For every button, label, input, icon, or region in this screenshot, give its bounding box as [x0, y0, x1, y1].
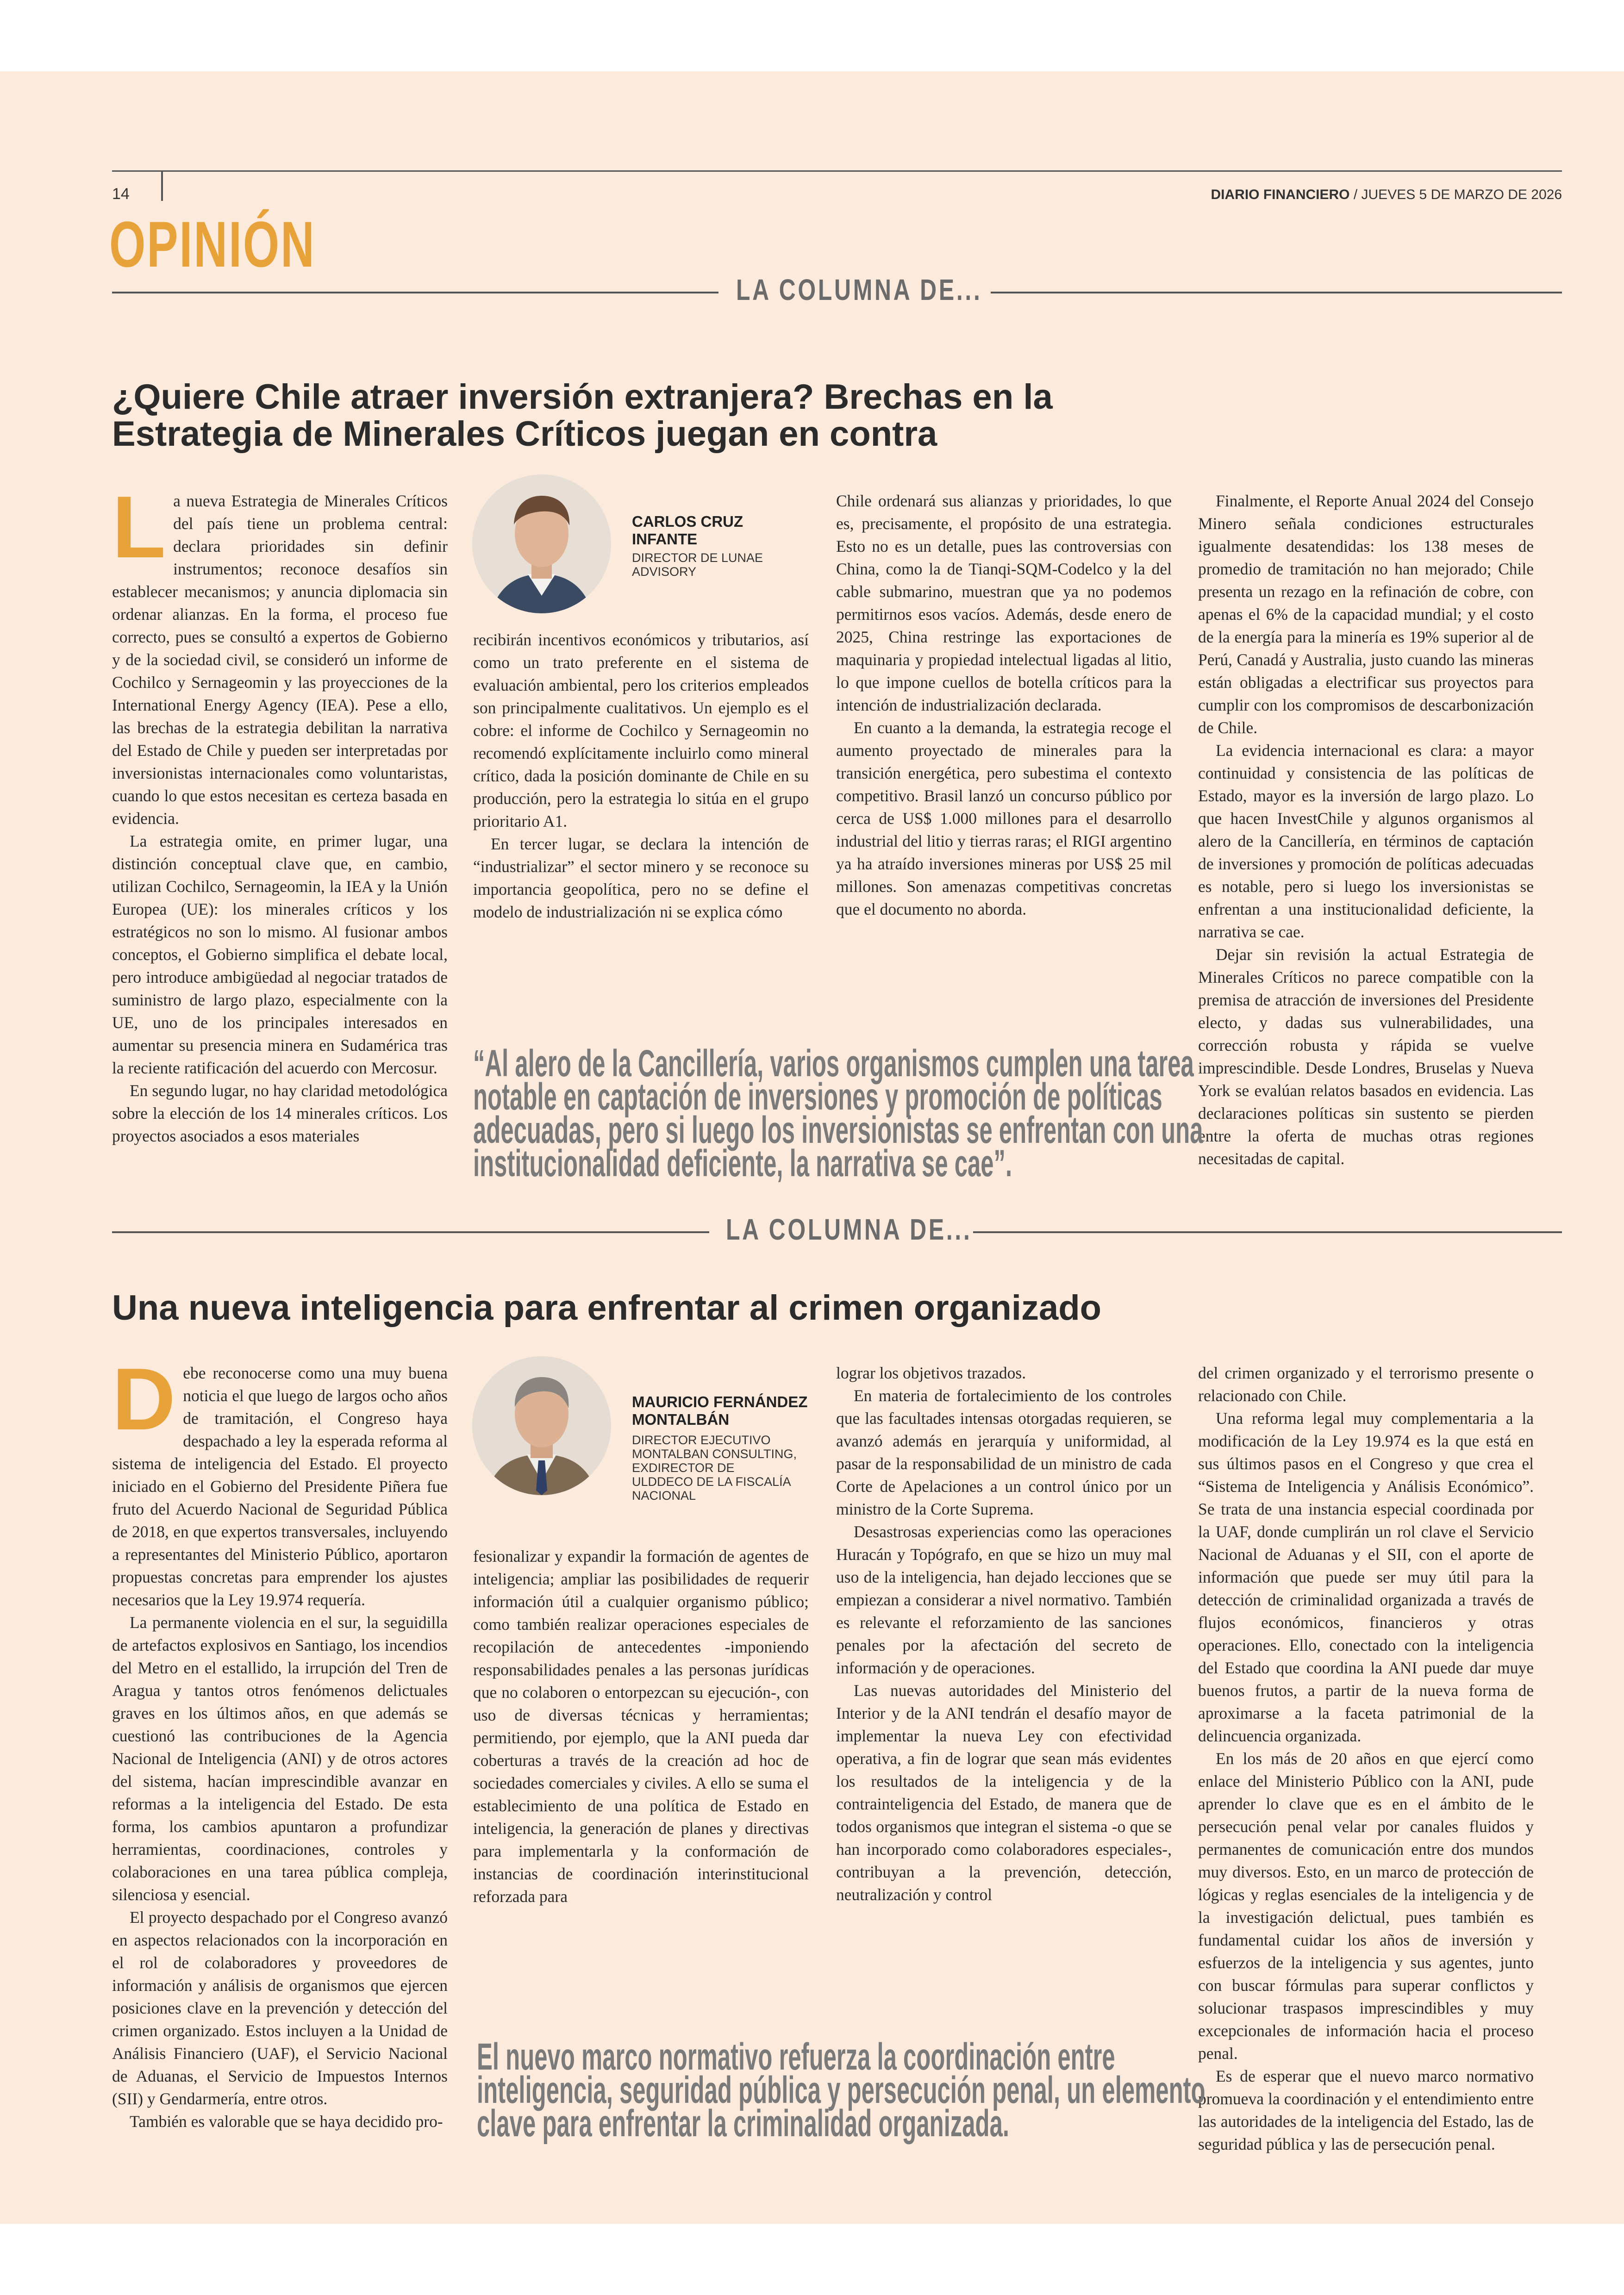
article1-paragraph: En tercer lugar, se declara la intención de “industrializar” el sector minero y se reconoce su importancia geopolítica, pero no se define el modelo de industrialización ni se explica cómo — [473, 835, 809, 921]
article2-paragraph: En los más de 20 años en que ejercí como enlace del Ministerio Público con la ANI, pude aprender lo clave que es en el ámbito de le persecución penal velar por canales fluidos y permanentes de comunicación entre dos mundos muy diversos. Esto, en un marco de protección de lógicas y reglas esenciales de la inteligencia y de la investigación delictual, pues también es fundamental cuidar los años de inversión y esfuerzos de la inteligencia y sus agentes, junto con buscar fórmulas para superar conflictos y solucionar traspasos imprescindibles y muy excepcionales de información hacia el proceso penal. — [1198, 1749, 1534, 2063]
author-portrait — [472, 474, 611, 613]
article1-column-2 — [473, 629, 809, 925]
kicker-rule-left — [112, 292, 718, 293]
section-title: OPINIÓN — [109, 208, 316, 281]
article2-paragraph: Una reforma legal muy complementaria a la modificación de la Ley 19.974 es la que está en sus últimos pasos en el Congreso y que crea el “Sistema de Inteligencia y Análisis Económico”. Se trata de una instancia especial coordinada por la UAF, donde cumplirán un rol clave el Servicio Nacional de Aduanas y el SII, con el aporte de información que puede ser muy útil para la detección de criminalidad organizada a través de flujos económicos, financieros y otras operaciones. Ello, conectado con la inteligencia del Estado que coordina la ANI puede dar muye buenos frutos, a partir de la nueva forma de aproximarse a la faceta patrimonial de la delincuencia organizada. — [1198, 1409, 1534, 1745]
article2-paragraph: La permanente violencia en el sur, la seguidilla de artefactos explosivos en Santiago, los incendios del Metro en el estallido, la irrupción del Tren de Aragua y tantos otros fenómenos delictuales graves en los últimos años, en que además se cuestionó las contribuciones de la Agencia Nacional de Inteligencia (ANI) y de otros actores del sistema, hacían imprescindible avanzar en reformas a la inteligencia del Estado. De esta forma, los cambios apuntaron a profundizar herramientas, coordinaciones, controles y colaboraciones en una tarea pública compleja, silenciosa y esencial. — [112, 1613, 448, 1904]
article1-headline-line1: ¿Quiere Chile atraer inversión extranjera? Brechas en la — [112, 377, 1053, 417]
article1-pull-quote: “Al alero de la Cancillería, varios organismos cumplen una tarea notable en captación de inversiones y promoción de políticas adecuadas, pero si luego los inversionistas se enfrentan con una institucionalidad deficiente, la narrativa se cae”. — [473, 1042, 1203, 1185]
issue-date: / JUEVES 5 DE MARZO DE 2026 — [1349, 187, 1562, 202]
article2-paragraph: del crimen organizado y el terrorismo presente o relacionado con Chile. — [1198, 1364, 1534, 1405]
article1-column-1 — [112, 478, 448, 1184]
article2-column-1 — [112, 1350, 448, 2149]
article1-paragraph: En cuanto a la demanda, la estrategia recoge el aumento proyectado de minerales para la transición energética, pero subestima el contexto competitivo. Brasil lanzó un concurso público por cerca de US$ 1.000 millones para el desarrollo industrial del litio y tierras raras; el RIGI argentino ya ha atraído inversiones mineras por US$ 25 mil millones. Son amenazas competitivas concretas que el documento no aborda. — [836, 718, 1172, 918]
masthead — [1211, 187, 1562, 203]
article2-paragraph: Debe reconocerse como una muy buena noticia el que luego de largos ocho años de tramitación, el Congreso haya despachado a ley la esperada reforma al sistema de inteligencia del Estado. El proyecto iniciado en el Gobierno del Presidente Piñera fue fruto del Acuerdo Nacional de Seguridad Pública de 2018, en que expertos transversales, incluyendo a representantes del Ministerio Público, aportaron propuestas concretas para emprender los ajustes necesarios que la Ley 19.974 requería. — [112, 1350, 448, 1609]
article1-kicker: LA COLUMNA DE... — [736, 273, 982, 306]
article1-column-3 — [836, 490, 1172, 934]
article1-headline — [112, 379, 1053, 453]
header-rule — [112, 170, 1562, 172]
author-name-article1: CARLOS CRUZ INFANTE — [632, 513, 743, 548]
article1-paragraph: Dejar sin revisión la actual Estrategia de Minerales Críticos no parece compatible con la premisa de atracción de inversiones del Presidente electo, y dadas sus vulnerabilidades, una corrección robusta y rápida se vuelve imprescindible. Desde Londres, Bruselas y Nueva York se evalúan relatos basados en evidencia. Las declaraciones políticas sin sustento se pierden entre la oferta de muchas otras regiones necesitadas de capital. — [1198, 945, 1534, 1168]
article2-column-2 — [473, 1545, 809, 1906]
article2-paragraph: Es de esperar que el nuevo marco normativo promueva la coordinación y el entendimiento entre las autoridades de la inteligencia del Estado, las de seguridad pública y las de persecución penal. — [1198, 2067, 1534, 2153]
article1-column-4 — [1198, 490, 1534, 1184]
article2-paragraph: Desastrosas experiencias como las operaciones Huracán y Topógrafo, en que se hizo un muy mal uso de la inteligencia, han dejado lecciones que se empiezan a considerar a nivel normativo. También es relevante el reforzamiento de las sanciones penales por la afectación del secreto de información y de operaciones. — [836, 1522, 1172, 1677]
page-number-divider — [161, 170, 163, 201]
article2-paragraph: En materia de fortalecimiento de los controles que las facultades intensas otorgadas requieren, se avanzó además en jerarquía y uniformidad, al pasar de la responsabilidad de un ministro de cada Corte de Apelaciones a un control único por un ministro de la Corte Suprema. — [836, 1386, 1172, 1518]
article2-column-4 — [1198, 1362, 1534, 2153]
article1-paragraph: La estrategia omite, en primer lugar, una distinción conceptual clave que, en cambio, utilizan Cochilco, Sernageomin, la IEA y la Unión Europea (UE): los minerales críticos y los estratégicos no son lo mismo. Al fusionar ambos conceptos, el Gobierno simplifica el debate local, pero introduce ambigüedad al negociar tratados de suministro de largo plazo, especialmente con la UE, uno de los principales interesados en aumentar su presencia minera en Sudamérica tras la reciente ratificación del acuerdo con Mercosur. — [112, 832, 448, 1077]
kicker-rule-right — [991, 292, 1562, 293]
article2-pull-quote: El nuevo marco normativo refuerza la coordinación entre inteligencia, seguridad pública y persecución penal, un elemento clave para enfrentar la criminalidad organizada. — [477, 2036, 1206, 2145]
article2-headline: Una nueva inteligencia para enfrentar al crimen organizado — [112, 1288, 1102, 1328]
author-portrait — [472, 1356, 611, 1495]
article2-column-3 — [836, 1362, 1172, 1917]
article2-kicker: LA COLUMNA DE... — [726, 1213, 972, 1246]
article1-paragraph: Finalmente, el Reporte Anual 2024 del Consejo Minero señala condiciones estructurales igualmente desatendidas: los 138 meses de promedio de tramitación no han mejorado; Chile presenta un rezago en la refinación de cobre, con apenas el 6% de la capacidad mundial; y el costo de la energía para la minería es 19% superior al de Perú, Canadá y Australia, justo cuando las mineras están obligadas a electrificar sus proyectos para cumplir con los compromisos de descarbonización de Chile. — [1198, 492, 1534, 737]
article1-paragraph: recibirán incentivos económicos y tributarios, así como un trato preferente en el sistema de evaluación ambiental, pero los criterios empleados son principalmente cualitativos. Un ejemplo es el cobre: el informe de Cochilco y Sernageomin no recomendó explícitamente incluirlo como mineral crítico, dada la posición dominante de Chile en su producción, pero la estrategia lo sitúa en el grupo prioritario A1. — [473, 630, 809, 830]
author-name-article2: MAURICIO FERNÁNDEZ MONTALBÁN — [632, 1393, 808, 1428]
kicker-rule-left-2 — [112, 1231, 709, 1233]
article2-paragraph: fesionalizar y expandir la formación de agentes de inteligencia; ampliar las posibilidades de requerir información útil a cualquier organismo público; como también realizar operaciones especiales de recopilación de antecedentes -imponiendo responsabilidades penales a las personas jurídicas que no colaboren o entorpezcan su ejecución-, con uso de diversas técnicas y herramientas; permitiendo, por ejemplo, que la ANI pueda dar coberturas a través de la creación ad hoc de sociedades comerciales y civiles. A ello se suma el establecimiento de una política de Estado en inteligencia, la generación de planes y directivas para implementarla y la conformación de instancias de coordinación interinstitucional reforzada para — [473, 1547, 809, 1906]
author-photo-carlos-cruz — [472, 474, 611, 613]
publication-name: DIARIO FINANCIERO — [1211, 187, 1350, 202]
article1-paragraph: La evidencia internacional es clara: a mayor continuidad y consistencia de las políticas de Estado, mayor es la inversión de largo plazo. Lo que hacen InvestChile y algunos organismos al alero de la Cancillería, en términos de captación de inversiones y promoción de políticas adecuadas es notable, pero si luego los inversionistas se enfrentan a una institucionalidad deficiente, la narrativa se cae. — [1198, 741, 1534, 941]
author-role-article1: DIRECTOR DE LUNAE ADVISORY — [632, 551, 763, 579]
kicker-rule-right-2 — [973, 1231, 1562, 1233]
drop-cap: D — [112, 1350, 176, 1448]
article1-paragraph: La nueva Estrategia de Minerales Críticos del país tiene un problema central: declara prioridades sin definir instrumentos; reconoce desafíos sin establecer mecanismos; y anuncia diplomacia sin ordenar alianzas. En la forma, el proceso fue correcto, pues se consultó a expertos de Gobierno y de la sociedad civil, se consideró un informe de Cochilco y Sernageomin y las proyecciones de la International Energy Agency (IEA). Pese a ello, las brechas de la estrategia debilitan la narrativa del Estado de Chile y pueden ser interpretadas por inversionistas internacionales como voluntaristas, cuando lo que estos necesitan es certeza basada en evidencia. — [112, 478, 448, 828]
page-number: 14 — [112, 185, 130, 203]
article2-paragraph: También es valorable que se haya decidido pro- — [130, 2112, 443, 2131]
article1-paragraph: Chile ordenará sus alianzas y prioridades, lo que es, precisamente, el propósito de una estrategia. Esto no es un detalle, pues las controversias con China, como la de Tianqi-SQM-Codelco y la del cable submarino, muestran que ya no podemos permitirnos esos vacíos. Además, desde enero de 2025, China restringe las exportaciones de maquinaria y propiedad intelectual ligadas al litio, lo que impone cuellos de botella críticos para la intención de industrialización declarada. — [836, 492, 1172, 714]
drop-cap: L — [112, 478, 166, 576]
bottom-margin — [0, 2224, 1624, 2295]
author-role-article2: DIRECTOR EJECUTIVO MONTALBAN CONSULTING, EXDIRECTOR DE ULDDECO DE LA FISCALÍA NACIONAL — [632, 1433, 797, 1503]
article1-paragraph: En segundo lugar, no hay claridad metodológica sobre la elección de los 14 minerales críticos. Los proyectos asociados a esos materiales — [112, 1081, 448, 1145]
article2-paragraph: El proyecto despachado por el Congreso avanzó en aspectos relacionados con la incorporación en el rol de colaboradores y proveedores de información y análisis de organismos que ejercen posiciones clave en la prevención y detección del crimen organizado. Estos incluyen a la Unidad de Análisis Financiero (UAF), el Servicio Nacional de Aduanas, el Servicio de Impuestos Internos (SII) y Gendarmería, entre otros. — [112, 1908, 448, 2108]
article2-paragraph: lograr los objetivos trazados. — [836, 1364, 1026, 1382]
author-photo-mauricio-fernandez — [472, 1356, 611, 1495]
article1-headline-line2: Estrategia de Minerales Críticos juegan en contra — [112, 414, 937, 454]
article2-paragraph: Las nuevas autoridades del Ministerio del Interior y de la ANI tendrán el desafío mayor de implementar la nueva Ley con efectividad operativa, a fin de lograr que sean más evidentes los resultados de la inteligencia y de la contrainteligencia del Estado, de manera que de todos organismos que integran el sistema -o que se han incorporado como colaboradores especiales-, contribuyan a la prevención, detección, neutralización y control — [836, 1681, 1172, 1904]
